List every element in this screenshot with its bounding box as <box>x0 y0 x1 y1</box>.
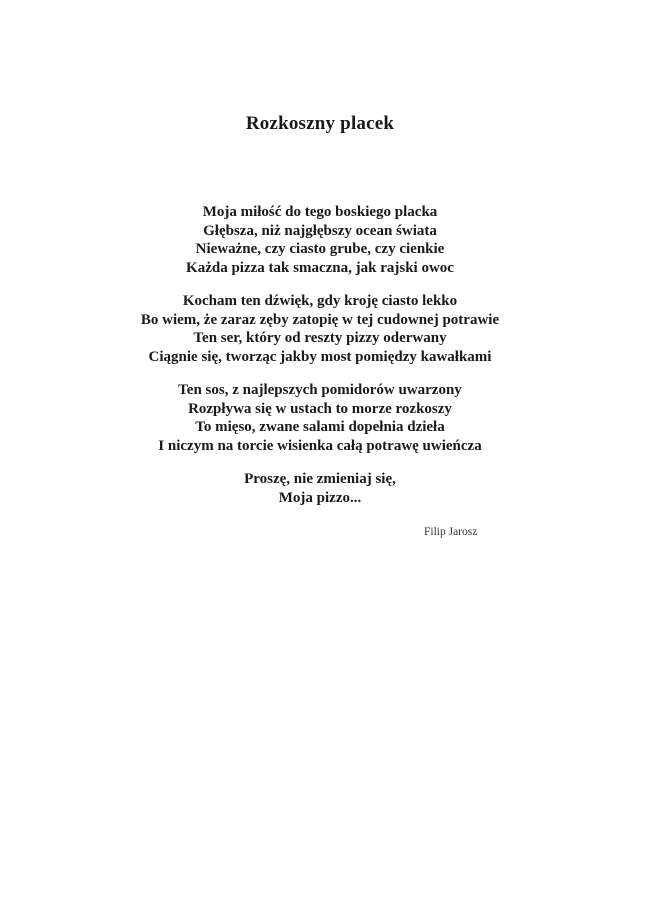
stanza-3 <box>0 381 640 455</box>
poem-line: Głębsza, niż najgłębszy ocean świata <box>203 222 437 239</box>
poem-title: Rozkoszny placek <box>245 113 395 134</box>
poem-line: Rozpływa się w ustach to morze rozkoszy <box>188 400 452 417</box>
author-signature: Filip Jarosz <box>424 526 478 538</box>
poem-line: Ten sos, z najlepszych pomidorów uwarzony <box>178 382 462 398</box>
poem-line: Moja miłość do tego boskiego placka <box>202 204 438 220</box>
poem-body <box>0 203 640 522</box>
poem-line: Ciągnie się, tworząc jakby most pomiędzy kawałkami <box>148 348 492 365</box>
poem-line: I niczym na torcie wisienka całą potrawę uwieńcza <box>158 437 482 454</box>
stanza-1 <box>0 203 640 277</box>
poem-line: Moja pizzo... <box>278 489 362 506</box>
poem-line: Nieważne, czy ciasto grube, czy cienkie <box>195 241 445 257</box>
poem-line: Każda pizza tak smaczna, jak rajski owoc <box>186 259 454 276</box>
poem-line: To mięso, zwane salami dopełnia dzieła <box>195 419 445 435</box>
stanza-2 <box>0 292 640 366</box>
poem-line: Proszę, nie zmieniaj się, <box>244 471 396 487</box>
poem-line: Ten ser, który od reszty pizzy oderwany <box>193 330 447 346</box>
poem-line: Kocham ten dźwięk, gdy kroję ciasto lekko <box>182 293 458 309</box>
stanza-4 <box>0 470 640 507</box>
poem-line: Bo wiem, że zaraz zęby zatopię w tej cudownej potrawie <box>140 311 500 328</box>
